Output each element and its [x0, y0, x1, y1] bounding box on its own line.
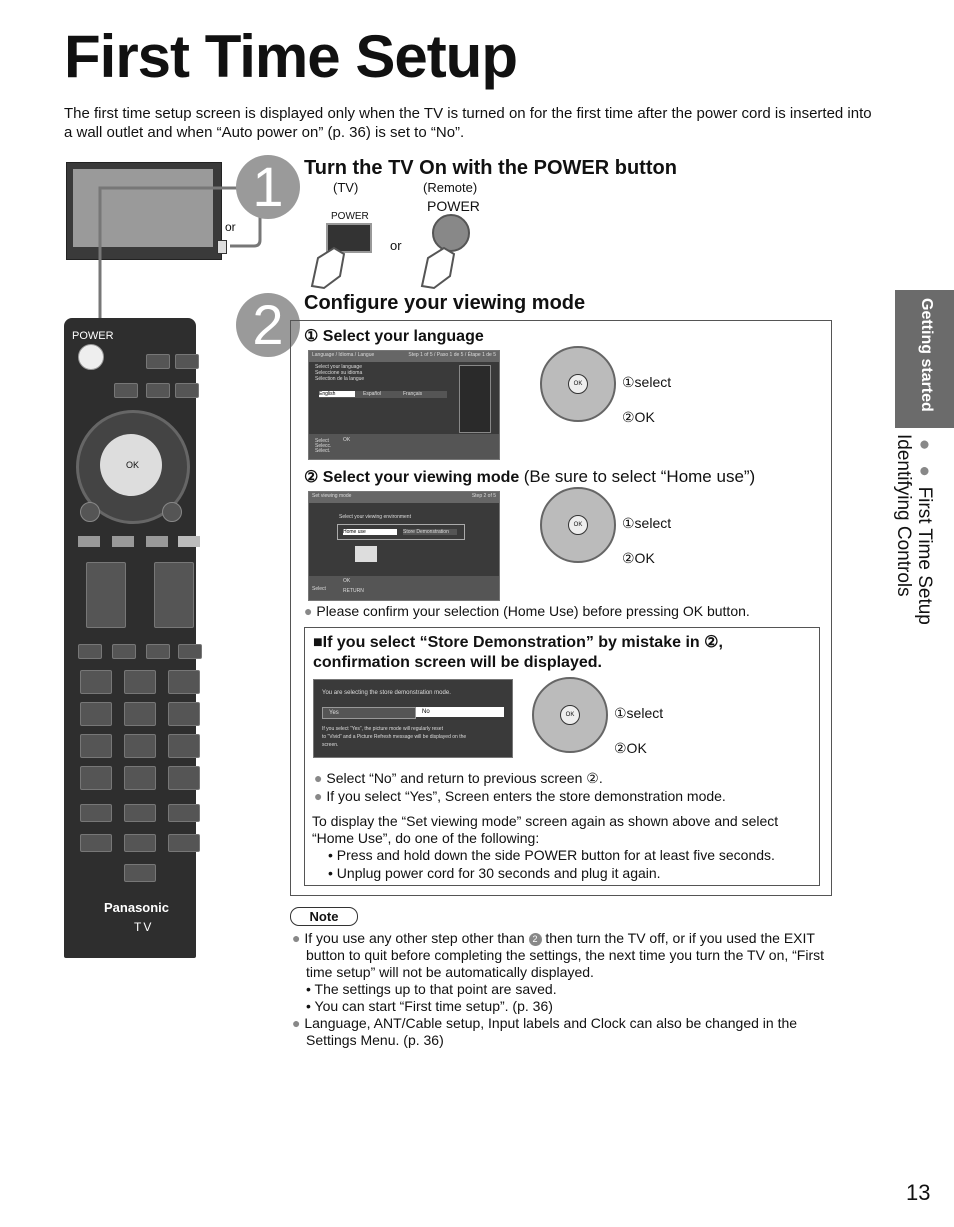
note-1b: then turn the TV off, or if you used the EXIT button to quit before completing the settings, the next time you turn the TV on, “First time setup” will not be automatically displayed. [306, 930, 825, 980]
screen-step: Step 2 of 5 [471, 493, 496, 499]
ok-button-icon: OK [568, 515, 588, 535]
screen-line: Sélection de la langue [315, 376, 365, 382]
store-ok-label: ②OK [614, 740, 647, 756]
power-tv-label: POWER [331, 211, 369, 222]
screen-line: to “Vivid” and a Picture Refresh message will be displayed on the [322, 734, 467, 740]
remote-brand: Panasonic [104, 900, 170, 915]
sub1-heading-text: Select your language [322, 328, 484, 345]
screen-line: Select your language [315, 364, 362, 370]
remote-tv-label: TV [134, 920, 154, 934]
screen-footer [315, 439, 331, 454]
store-demo-heading [313, 633, 783, 673]
store-bullet-1-text: Select “No” and return to previous screen ②. [326, 770, 603, 786]
bullet-icon: ● [314, 788, 327, 804]
bullet-icon: ● [304, 603, 317, 619]
or-label: or [390, 238, 402, 253]
option-espanol: Español [363, 391, 382, 397]
sub1-heading [304, 326, 484, 346]
footer-return: RETURN [343, 588, 364, 594]
side-item-first-time-setup: First Time Setup [914, 486, 935, 625]
footer-ok: OK [343, 437, 351, 443]
language-screen [308, 350, 500, 460]
option-store-demo: Store Demonstration [403, 529, 457, 535]
bullet-icon: ● [314, 770, 327, 786]
store-select-label: ①select [614, 705, 664, 721]
dpad-2 [540, 487, 616, 563]
store-bullet-1 [314, 770, 603, 787]
screen-step: Step 1 of 5 / Paso 1 de 5 / Étape 1 de 5 [408, 352, 496, 358]
screen-line: If you select “Yes”, the picture mode will regularly reset [322, 726, 443, 732]
option-english: English [319, 391, 355, 397]
sub2-select-label: ①select [622, 515, 672, 531]
viewing-mode-screen [308, 491, 500, 601]
sub2-heading-extra: (Be sure to select “Home use”) [523, 467, 756, 486]
hand-icon [304, 236, 364, 290]
sub1-ok-label: ②OK [622, 409, 655, 425]
confirm-text: Please confirm your selection (Home Use) before pressing OK button. [316, 603, 750, 619]
footer-label: Sélect. [315, 448, 331, 454]
step-2-number: 2 [236, 293, 300, 357]
store-bullet-2 [314, 788, 726, 804]
option-yes: Yes [322, 707, 416, 719]
energy-star-icon [355, 546, 377, 562]
screen-line: Select your viewing environment [339, 514, 411, 520]
page-title: First Time Setup [64, 23, 517, 90]
note-1c: • The settings up to that point are saved. [306, 981, 557, 997]
notes [292, 930, 832, 1049]
confirm-note [304, 603, 750, 619]
tv-or-label: or [225, 220, 236, 234]
remote-power-label: POWER [72, 330, 114, 342]
sub2-heading [304, 467, 755, 487]
section-items [893, 434, 935, 625]
footer-ok: OK [343, 578, 351, 584]
screen-line: screen. [322, 742, 339, 748]
footer-label: Select [312, 586, 326, 592]
store-heading-text: If you select “Store Demonstration” by mistake in ②, confirmation screen will be displayed. [313, 634, 723, 671]
square-bullet-icon: ■ [313, 634, 323, 651]
store-demo-screen [313, 679, 513, 758]
store-bullet-2-text: If you select “Yes”, Screen enters the store demonstration mode. [326, 788, 726, 804]
option-francais: Français [403, 391, 423, 397]
screen-line: You are selecting the store demonstration mode. [322, 690, 451, 696]
store-dash-2: • Unplug power cord for 30 seconds and plug it again. [328, 865, 661, 881]
sub1-select-label: ①select [622, 374, 672, 390]
ok-button-icon: OK [568, 374, 588, 394]
remote-control [64, 318, 196, 958]
step-1-number: 1 [236, 155, 300, 219]
tv-label: (TV) [333, 180, 359, 195]
sub2-heading-text: Select your viewing mode [322, 469, 520, 486]
note-1d: • You can start “First time setup”. (p. 36) [306, 998, 553, 1014]
remote-power-button [78, 344, 104, 370]
remote-ok: OK [126, 460, 140, 470]
step-2-heading: Configure your viewing mode [304, 292, 586, 314]
step-1-heading: Turn the TV On with the POWER button [304, 157, 677, 179]
side-item-identifying-controls: Identifying Controls [893, 434, 914, 597]
sub2-ok-label: ②OK [622, 550, 655, 566]
note-label: Note [290, 907, 358, 926]
screen-title: Language / Idioma / Langue [312, 352, 375, 358]
step-2-circle-icon: 2 [529, 933, 542, 946]
dpad-3 [532, 677, 608, 753]
remote-label: (Remote) [423, 180, 478, 195]
option-home-use: Home use [343, 529, 397, 535]
bullet-icon: ● ● [914, 434, 935, 487]
note-2: Language, ANT/Cable setup, Input labels and Clock can also be changed in the Settings Menu. (p. 36) [304, 1015, 798, 1048]
bullet-icon: ● [292, 930, 305, 946]
ok-button-icon: OK [560, 705, 580, 725]
sub2-mark: ② [304, 469, 319, 486]
screen-line: Seleccione su idioma [315, 370, 363, 376]
sub1-mark: ① [304, 328, 319, 345]
bullet-icon: ● [292, 1015, 305, 1031]
footer-label: Select [315, 438, 329, 444]
screen-title: Set viewing mode [312, 493, 352, 499]
store-paragraph: To display the “Set viewing mode” screen again as shown above and select “Home Use”, do one of the following: [312, 813, 779, 846]
hand-icon [414, 236, 474, 290]
note-1a: If you use any other step other than [304, 930, 525, 946]
intro-text: The first time setup screen is displayed only when the TV is turned on for the first time after the power cord is inserted into a wall outlet and when “Auto power on” (p. 36) is set to “No”. [64, 105, 872, 141]
section-tab-label: Getting started [918, 298, 935, 412]
dpad-1 [540, 346, 616, 422]
section-tab [895, 290, 954, 428]
footer-label: Selecc. [315, 443, 332, 449]
power-remote-label: POWER [427, 198, 480, 214]
option-no: No [416, 707, 504, 717]
page-number: 13 [906, 1180, 931, 1205]
store-dash-1: • Press and hold down the side POWER button for at least five seconds. [328, 847, 775, 863]
